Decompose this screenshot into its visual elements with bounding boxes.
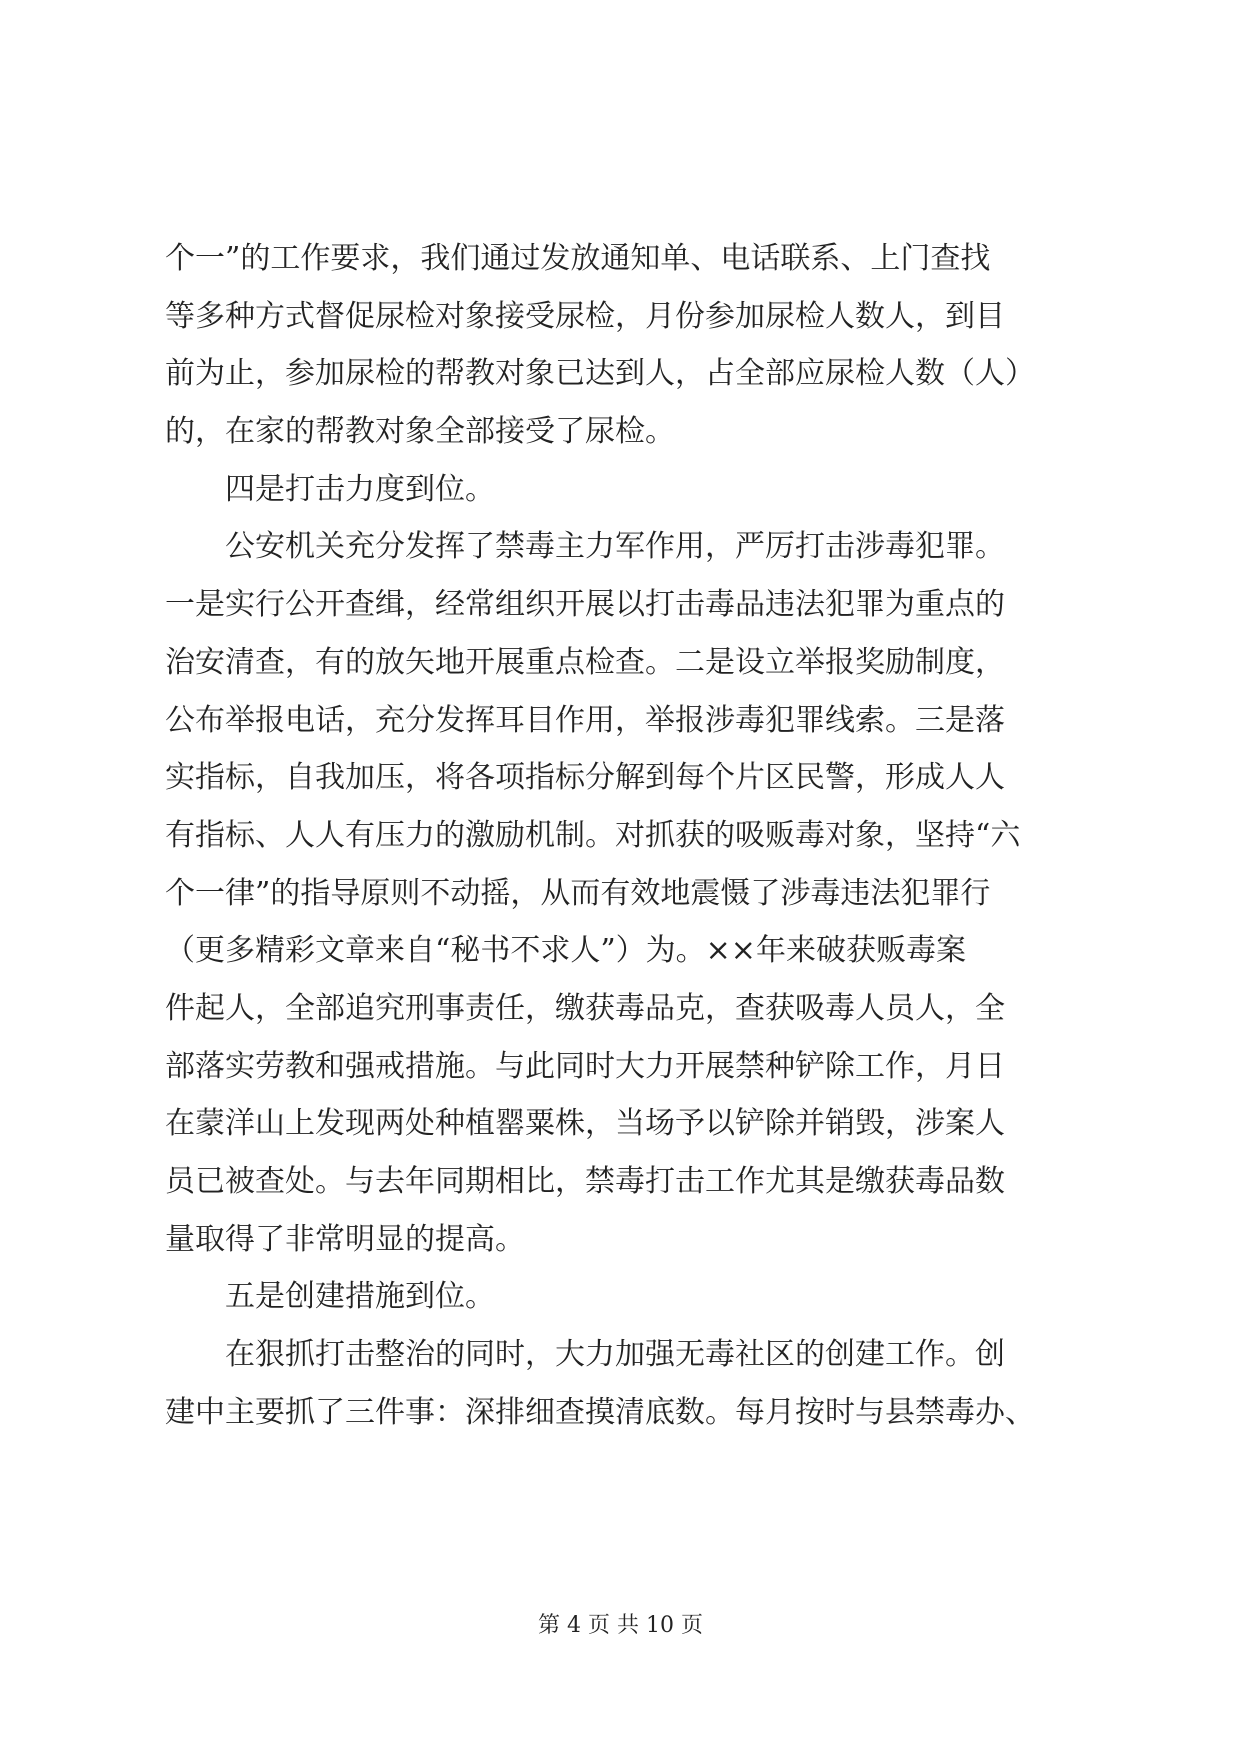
text-line: 公安机关充分发挥了禁毒主力军作用，严厉打击涉毒犯罪。	[165, 529, 1005, 565]
text-line: 前为止，参加尿检的帮教对象已达到人，占全部应尿检人数（人）	[165, 356, 1035, 392]
document-body	[165, 230, 1085, 1441]
section-heading: 五是创建措施到位。	[165, 1279, 495, 1315]
text-line: 员已被查处。与去年同期相比，禁毒打击工作尤其是缴获毒品数	[165, 1164, 1005, 1199]
text-line: 等多种方式督促尿检对象接受尿检，月份参加尿检人数人，到目	[165, 298, 1005, 334]
text-line: 部落实劳教和强戒措施。与此同时大力开展禁种铲除工作，月日	[165, 1048, 1005, 1084]
text-line: 治安清查，有的放矢地开展重点检查。二是设立举报奖励制度，	[165, 644, 1005, 680]
text-line: 件起人，全部追究刑事责任，缴获毒品克，查获吸毒人员人，全	[165, 990, 1005, 1026]
text-line: 建中主要抓了三件事：深排细查摸清底数。每月按时与县禁毒办、	[165, 1394, 1035, 1430]
text-line: 个一律”的指导原则不动摇，从而有效地震慑了涉毒违法犯罪行	[165, 875, 991, 911]
text-line: 量取得了非常明显的提高。	[165, 1221, 525, 1257]
text-line: 实指标，自我加压，将各项指标分解到每个片区民警，形成人人	[165, 760, 1005, 796]
text-line: 在蒙洋山上发现两处种植罂粟株，当场予以铲除并销毁，涉案人	[165, 1106, 1005, 1142]
text-line: 公布举报电话，充分发挥耳目作用，举报涉毒犯罪线索。三是落	[165, 702, 1005, 738]
text-line: 一是实行公开查缉，经常组织开展以打击毒品违法犯罪为重点的	[165, 587, 1005, 623]
text-line: 在狠抓打击整治的同时，大力加强无毒社区的创建工作。创	[165, 1337, 1005, 1373]
section-heading: 四是打击力度到位。	[165, 471, 495, 507]
text-line: 的，在家的帮教对象全部接受了尿检。	[165, 414, 675, 450]
text-line: （更多精彩文章来自“秘书不求人”）为。××年来破获贩毒案	[165, 933, 966, 969]
page-footer: 第 4 页 共 10 页	[538, 1613, 703, 1638]
text-line: 有指标、人人有压力的激励机制。对抓获的吸贩毒对象，坚持“六	[165, 817, 1021, 853]
text-line: 个一”的工作要求，我们通过发放通知单、电话联系、上门查找	[165, 241, 991, 276]
